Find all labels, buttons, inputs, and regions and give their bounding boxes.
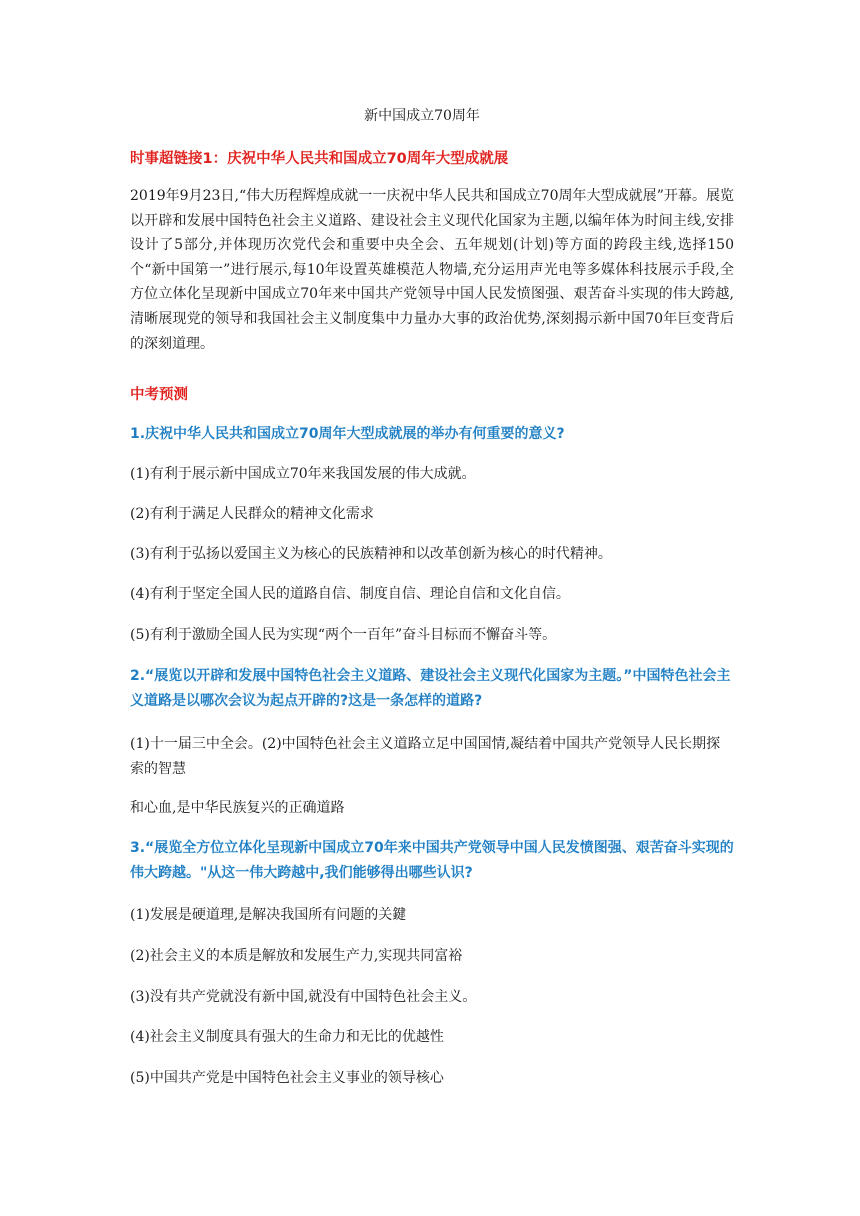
- q1-answer-4: (4)有利于坚定全国人民的道路自信、制度自信、理论自信和文化自信。: [130, 586, 570, 602]
- q3-answer-2: (2)社会主义的本质是解放和发展生产力,实现共同富裕: [130, 948, 463, 964]
- q3-answer-3: (3)没有共产党就没有新中国,就没有中国特色社会主义。: [130, 989, 477, 1005]
- question-3: 3.“展览全方位立体化呈现新中国成立70年来中国共产党领导中国人民发愤图强、艰苦奋斗实现的伟大跨越。"从这一伟大跨越中,我们能够得出哪些认识?: [130, 840, 734, 881]
- q3-answer-4: (4)社会主义制度具有强大的生命力和无比的优越性: [130, 1029, 444, 1045]
- section-heading: 中考预测: [130, 387, 188, 403]
- q1-answer-2: (2)有利于满足人民群众的精神文化需求: [130, 506, 374, 522]
- q3-answer-1: (1)发展是硬道理,是解决我国所有问题的关鍵: [130, 907, 407, 923]
- q2-answer-2: 和心血,是中华民族复兴的正确道路: [130, 800, 345, 816]
- intro-paragraph: 2019年9月23日,“伟大历程辉煌成就一一庆祝中华人民共和国成立70周年大型成就展”开幕。展览以开辟和发展中国特色社会主义道路、建设社会主义现代化国家为主题,以编年体为时间主线,安排设计了5部分,并体现历次党代会和重要中央全会、五年规划(计划)等方面的跨段主线,选择150个“新中国第一”进行展示,每10年设置英雄模范人物墙,充分运用声光电等多媒体科技展示手段,全方位立体化呈现新中国成立70年来中国共产党领导中国人民发愤图强、艰苦奋斗实现的伟大跨越,清晰展现党的领导和我国社会主义制度集中力量办大事的政治优势,深刻揭示新中国70年巨变背后的深刻道理。: [130, 188, 734, 352]
- news-link-heading: 时事超链接1：庆祝中华人民共和国成立70周年大型成就展: [130, 151, 509, 167]
- q1-answer-1: (1)有利于展示新中国成立70年来我国发展的伟大成就。: [130, 466, 476, 482]
- question-1: 1.庆祝中华人民共和国成立70周年大型成就展的举办有何重要的意义?: [130, 426, 565, 442]
- document-title: 新中国成立70周年: [364, 108, 480, 124]
- q3-answer-5: (5)中国共产党是中国特色社会主义事业的领导核心: [130, 1070, 444, 1086]
- q2-answer-1: (1)十一届三中全会。(2)中国特色社会主义道路立足中国国情,凝结着中国共产党领导人民长期探索的智慧: [130, 736, 721, 777]
- question-2: 2.“展览以开辟和发展中国特色社会主义道路、建设社会主义现代化国家为主题。”中国特色社会主义道路是以哪次会议为起点开辟的?这是一条怎样的道路?: [130, 668, 731, 709]
- q1-answer-3: (3)有利于弘扬以爱国主义为核心的民族精神和以改革创新为核心的时代精神。: [130, 546, 612, 562]
- q1-answer-5: (5)有利于激励全国人民为实现“两个一百年”奋斗目标而不懈奋斗等。: [130, 627, 557, 643]
